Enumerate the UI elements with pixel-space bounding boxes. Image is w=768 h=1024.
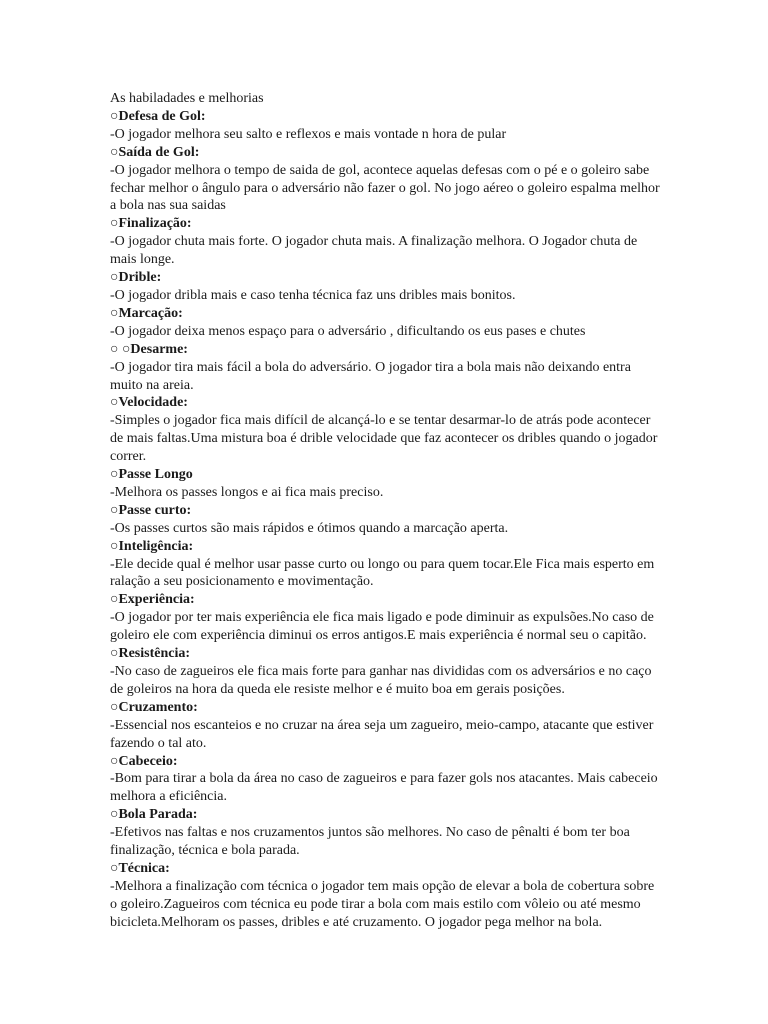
section-heading: Experiência: bbox=[118, 592, 195, 608]
section-heading-line bbox=[110, 215, 662, 233]
section-6 bbox=[110, 394, 662, 466]
bullet-icon: ○ bbox=[110, 395, 119, 411]
section-description: -Simples o jogador fica mais difícil de alcançá-lo e se tentar desarmar-lo de atrás pode acontecer de mais faltas.Uma mistura boa é drible velocidade que faz acontecer os dribles quando o jogador correr. bbox=[110, 413, 658, 465]
section-heading-line bbox=[110, 699, 662, 717]
section-description: -Melhora os passes longos e ai fica mais preciso. bbox=[110, 484, 384, 500]
bullet-icon: ○ bbox=[110, 216, 119, 232]
section-heading-line bbox=[110, 753, 662, 771]
section-1 bbox=[110, 144, 662, 216]
bullet-icon: ○ bbox=[110, 646, 119, 662]
section-15 bbox=[110, 860, 662, 932]
bullet-icon: ○ bbox=[110, 270, 119, 286]
section-description: -Melhora a finalização com técnica o jogador tem mais opção de elevar a bola de cobertura sobre o goleiro.Zagueiros com técnica eu pode tirar a bola com mais estilo com vôleio ou até mesmo bicicleta.Melhoram os passes, dribles e até cruzamento. O jogador pega melhor na bola. bbox=[110, 878, 655, 930]
section-heading-line bbox=[110, 860, 662, 878]
section-description: -Os passes curtos são mais rápidos e ótimos quando a marcação aperta. bbox=[110, 520, 509, 536]
section-heading-line bbox=[110, 645, 662, 663]
section-heading-line bbox=[110, 269, 662, 287]
section-heading: Finalização: bbox=[118, 216, 192, 232]
bullet-icon: ○ bbox=[110, 807, 119, 823]
section-description: -O jogador dribla mais e caso tenha técnica faz uns dribles mais bonitos. bbox=[110, 287, 516, 303]
section-description: -O jogador melhora o tempo de saida de gol, acontece aquelas defesas com o pé e o goleiro sabe fechar melhor o ângulo para o adversário não fazer o gol. No jogo aéreo o goleiro espalma melhor a bola nas sua saidas bbox=[110, 162, 660, 214]
bullet-icon: ○ bbox=[110, 502, 119, 518]
section-description: -No caso de zagueiros ele fica mais forte para ganhar nas divididas com os adversários e no caço de goleiros na hora da queda ele resiste melhor e é muito boa em gerais posições. bbox=[110, 664, 652, 697]
section-description: -O jogador chuta mais forte. O jogador chuta mais. A finalização melhora. O Jogador chuta de mais longe. bbox=[110, 234, 638, 268]
section-heading-line bbox=[110, 305, 662, 323]
section-4 bbox=[110, 305, 662, 341]
section-heading: Marcação: bbox=[118, 305, 183, 321]
section-heading-line bbox=[110, 144, 662, 162]
section-13 bbox=[110, 753, 662, 807]
section-heading: Drible: bbox=[118, 270, 162, 286]
document-title: As habiladades e melhorias bbox=[110, 91, 264, 106]
document-body bbox=[110, 90, 662, 932]
bullet-icon: ○ bbox=[110, 108, 119, 124]
section-heading-line bbox=[110, 806, 662, 824]
section-heading: Cabeceio: bbox=[118, 753, 178, 769]
bullet-icon: ○ bbox=[110, 860, 119, 876]
bullet-icon: ○ ○ bbox=[110, 341, 131, 357]
section-heading-line bbox=[110, 591, 662, 609]
section-description: -O jogador deixa menos espaço para o adversário , dificultando os eus pases e chutes bbox=[110, 323, 586, 339]
section-heading: Desarme: bbox=[130, 341, 188, 357]
section-heading-line bbox=[110, 466, 662, 484]
section-heading: Inteligência: bbox=[118, 538, 194, 554]
bullet-icon: ○ bbox=[110, 699, 119, 715]
section-heading: Passe Longo bbox=[118, 467, 193, 483]
section-description: -O jogador por ter mais experiência ele fica mais ligado e pode diminuir as expulsões.No caso de goleiro ele com experiência diminui os erros antigos.E mais experiência é normal seu o capitão. bbox=[110, 610, 654, 644]
section-8 bbox=[110, 502, 662, 538]
section-0 bbox=[110, 108, 662, 144]
section-heading-line bbox=[110, 502, 662, 520]
section-heading-line bbox=[110, 538, 662, 556]
section-description: -O jogador tira mais fácil a bola do adversário. O jogador tira a bola mais não deixando entra muito na areia. bbox=[110, 359, 631, 393]
bullet-icon: ○ bbox=[110, 467, 119, 483]
section-10 bbox=[110, 591, 662, 645]
section-description: -Efetivos nas faltas e nos cruzamentos juntos são melhores. No caso de pênalti é bom ter boa finalização, técnica e bola parada. bbox=[110, 825, 630, 859]
section-heading: Velocidade: bbox=[118, 395, 188, 411]
section-heading-line bbox=[110, 108, 662, 126]
section-2 bbox=[110, 215, 662, 269]
section-description: -Ele decide qual é melhor usar passe curto ou longo ou para quem tocar.Ele Fica mais esperto em ralação a seu posicionamento e movimentação. bbox=[110, 556, 655, 590]
section-heading: Bola Parada: bbox=[118, 807, 198, 823]
bullet-icon: ○ bbox=[110, 592, 119, 608]
section-heading-line bbox=[110, 394, 662, 412]
sections-list bbox=[110, 108, 662, 932]
section-12 bbox=[110, 699, 662, 753]
section-heading: Saída de Gol: bbox=[118, 144, 200, 160]
section-heading-line bbox=[110, 341, 662, 359]
section-9 bbox=[110, 538, 662, 592]
section-heading: Cruzamento: bbox=[118, 699, 198, 715]
section-7 bbox=[110, 466, 662, 502]
section-heading: Técnica: bbox=[118, 860, 170, 876]
section-11 bbox=[110, 645, 662, 699]
bullet-icon: ○ bbox=[110, 305, 119, 321]
section-description: -Essencial nos escanteios e no cruzar na área seja um zagueiro, meio-campo, atacante que estiver fazendo o tal ato. bbox=[110, 717, 654, 751]
section-description: -Bom para tirar a bola da área no caso de zagueiros e para fazer gols nos atacantes. Mais cabeceio melhora a eficiência. bbox=[110, 771, 658, 805]
section-heading: Resistência: bbox=[118, 646, 191, 662]
bullet-icon: ○ bbox=[110, 144, 119, 160]
section-5 bbox=[110, 341, 662, 395]
bullet-icon: ○ bbox=[110, 538, 119, 554]
section-heading: Defesa de Gol: bbox=[118, 108, 206, 124]
bullet-icon: ○ bbox=[110, 753, 119, 769]
section-3 bbox=[110, 269, 662, 305]
section-description: -O jogador melhora seu salto e reflexos e mais vontade n hora de pular bbox=[110, 126, 507, 142]
section-14 bbox=[110, 806, 662, 860]
section-heading: Passe curto: bbox=[118, 502, 192, 518]
